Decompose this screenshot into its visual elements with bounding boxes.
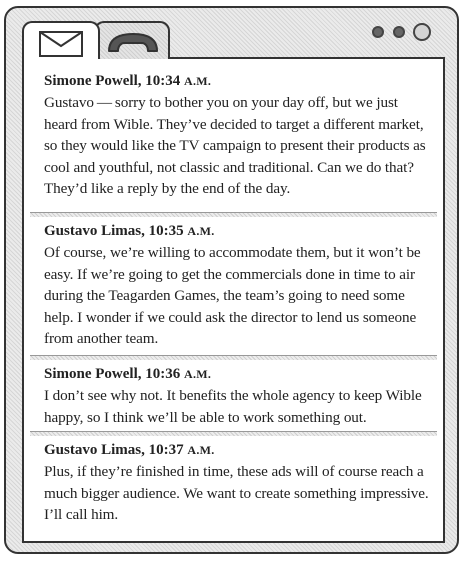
message-body: Of course, we’re willing to accommodate them, but it won’t be easy. If we’re going to get the commercials done in time to air during the Teagarden Games, the team’s going to need some help. I wonder if we could ask the director to lend us someone from another team.: [44, 244, 421, 347]
message-sender: Gustavo Limas,: [44, 223, 145, 239]
chat-window: [4, 6, 459, 554]
message-header: [44, 441, 429, 460]
message-time: 10:36: [145, 366, 181, 382]
message-sender: Simone Powell,: [44, 73, 142, 89]
message-item: [30, 360, 437, 432]
message-item: [30, 217, 437, 356]
message-ampm: A.M.: [184, 74, 212, 88]
window-control-dot[interactable]: [413, 23, 431, 41]
message-time: 10:34: [145, 73, 181, 89]
message-ampm: A.M.: [187, 224, 215, 238]
envelope-icon: [39, 31, 83, 57]
message-time: 10:35: [148, 223, 184, 239]
message-sender: Gustavo Limas,: [44, 442, 145, 458]
message-time: 10:37: [148, 442, 184, 458]
tab-mail[interactable]: [22, 21, 100, 59]
window-control-dot[interactable]: [372, 26, 384, 38]
message-ampm: A.M.: [187, 443, 215, 457]
window-control-dot[interactable]: [393, 26, 405, 38]
message-item: [30, 436, 437, 537]
message-header: [44, 222, 429, 241]
phone-icon: [106, 31, 160, 53]
tab-phone[interactable]: [94, 21, 170, 59]
message-list: [22, 57, 445, 543]
message-sender: Simone Powell,: [44, 366, 142, 382]
message-body: Plus, if they’re finished in time, these ads will of course reach a much bigger audience. We want to create something impressive. I’ll call him.: [44, 463, 429, 523]
message-item: [30, 67, 437, 214]
message-header: [44, 72, 429, 91]
message-ampm: A.M.: [184, 367, 212, 381]
message-body: I don’t see why not. It benefits the whole agency to keep Wible happy, so I think we’ll be able to work something out.: [44, 387, 422, 426]
message-header: [44, 365, 429, 384]
message-body: Gustavo — sorry to bother you on your day off, but we just heard from Wible. They’ve decided to target a different market, so they would like the TV campaign to present their products as cool and youthful, not classic and traditional. Can we do that? They’d like a reply by the end of the day.: [44, 94, 426, 197]
